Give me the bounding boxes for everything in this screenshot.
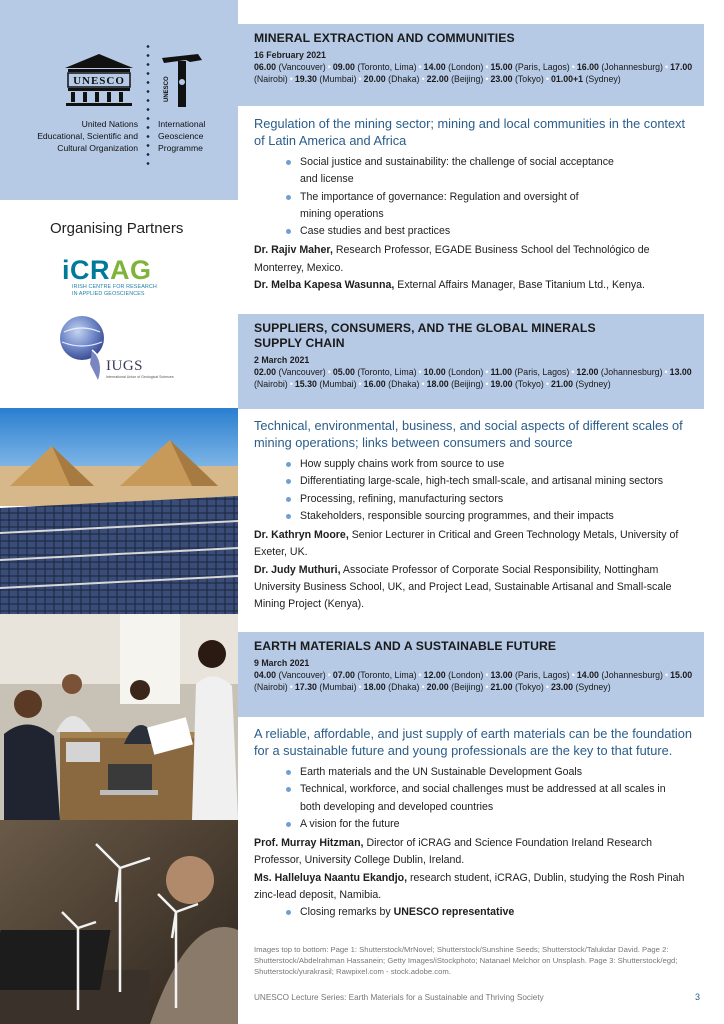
- icrag-logo-word: [62, 256, 182, 284]
- speaker-name: Prof. Murray Hitzman,: [254, 837, 364, 850]
- unesco-logo-panel: [0, 0, 238, 200]
- session-time: 15.00: [490, 62, 513, 72]
- list-item: [286, 508, 696, 525]
- session-city: (Toronto, Lima): [357, 367, 417, 377]
- list-item-text: Processing, refining, manufacturing sectors: [300, 492, 504, 505]
- session-city: (London): [448, 367, 484, 377]
- list-item-text: Case studies and best practices: [300, 225, 451, 238]
- list-item: [286, 904, 696, 921]
- time-list: [254, 61, 694, 85]
- time-separator: •: [418, 670, 422, 680]
- image-credits: Images top to bottom: Page 1: Shutterstock/MrNovel; Shutterstock/Sunshine Seeds; Shutterstock/Talukdar David. Page 2: Shutterstock/Abdelrahman Hassanein; Getty Images/iStockphoto; Natanael Melchor on Unsplash. Page 3: Shutterstock/egd; Shutterstock/yurakrasil; Rawpixel.com - stock.adobe.com.: [254, 945, 678, 976]
- closing-list: [286, 904, 696, 921]
- session-time: 22.00: [426, 74, 449, 84]
- session-time: 20.00: [426, 682, 449, 692]
- list-item-text: and license: [300, 173, 354, 186]
- section-1-header: [238, 24, 704, 106]
- session-city: (Paris, Lagos): [514, 62, 570, 72]
- session-city: (Vancouver): [278, 62, 326, 72]
- time-separator: •: [289, 74, 293, 84]
- iugs-logo: [58, 312, 188, 392]
- session-city: (Dhaka): [388, 74, 420, 84]
- icrag-logo: [62, 256, 182, 297]
- time-separator: •: [545, 682, 549, 692]
- session-time: 23.00: [490, 74, 513, 84]
- speaker-name: Dr. Kathryn Moore,: [254, 529, 349, 542]
- list-item: [286, 154, 696, 189]
- section-1-body: [238, 110, 704, 292]
- session-city: (Sydney): [575, 682, 611, 692]
- list-item: [286, 816, 696, 833]
- session-time: 21.00: [490, 682, 513, 692]
- section-lead: Regulation of the mining sector; mining and local communities in the context of Latin America and Africa: [254, 116, 686, 148]
- list-item: [286, 189, 696, 224]
- session-city: (Tokyo): [514, 74, 544, 84]
- time-separator: •: [485, 74, 489, 84]
- section-date: 9 March 2021: [254, 658, 310, 668]
- session-time: 23.00: [550, 682, 573, 692]
- time-separator: •: [545, 379, 549, 389]
- list-item: [286, 491, 696, 508]
- time-separator: •: [421, 682, 425, 692]
- list-item-text: A vision for the future: [300, 817, 400, 830]
- speaker-bio: [254, 870, 696, 905]
- time-separator: •: [545, 74, 549, 84]
- session-city: (London): [448, 62, 484, 72]
- session-time: 20.00: [363, 74, 386, 84]
- section-title-line: SUPPLIERS, CONSUMERS, AND THE GLOBAL MINERALS: [254, 321, 596, 335]
- session-time: 18.00: [426, 379, 449, 389]
- speaker-name: Dr. Judy Muthuri,: [254, 563, 341, 576]
- session-city: (Dhaka): [388, 379, 420, 389]
- partners-title: Organising Partners: [50, 220, 184, 237]
- speaker-bio: [254, 242, 696, 277]
- speaker-bio: [254, 835, 696, 870]
- speaker-affiliation: Director of iCRAG and Science Foundation Ireland Research Professor, University College Dublin, Ireland.: [254, 837, 653, 867]
- session-time: 21.00: [550, 379, 573, 389]
- time-separator: •: [421, 379, 425, 389]
- time-separator: •: [571, 367, 575, 377]
- session-time: 07.00: [332, 670, 355, 680]
- session-time: 19.00: [490, 379, 513, 389]
- time-separator: •: [664, 367, 668, 377]
- session-city: (Dhaka): [388, 682, 420, 692]
- org-right-line: International: [158, 119, 206, 129]
- time-separator: •: [418, 62, 422, 72]
- list-item: [286, 764, 696, 781]
- time-separator: •: [485, 682, 489, 692]
- session-time: 01.00+1: [550, 74, 584, 84]
- iugs-logo-sub: International Union of Geological Sciences: [106, 375, 174, 379]
- time-separator: •: [665, 62, 669, 72]
- session-time: 05.00: [332, 367, 355, 377]
- igcp-org-name: [158, 118, 238, 154]
- section-date: 2 March 2021: [254, 355, 310, 365]
- session-time: 19.30: [294, 74, 317, 84]
- section-title: MINERAL EXTRACTION AND COMMUNITIES: [254, 31, 515, 45]
- organising-partners-panel: [0, 200, 238, 408]
- session-city: (Toronto, Lima): [357, 62, 417, 72]
- session-time: 13.00: [669, 367, 692, 377]
- session-city: (Sydney): [585, 74, 621, 84]
- list-item: [286, 781, 696, 816]
- closing-text: Closing remarks by: [300, 906, 394, 919]
- session-time: 02.00: [254, 367, 277, 377]
- list-item-text: Stakeholders, responsible sourcing programmes, and their impacts: [300, 509, 614, 522]
- session-time: 15.00: [670, 670, 693, 680]
- section-title: [254, 321, 694, 351]
- session-city: (Vancouver): [278, 670, 326, 680]
- session-city: (Toronto, Lima): [357, 670, 417, 680]
- org-left-line: Educational, Scientific and: [37, 131, 138, 141]
- session-city: (London): [448, 670, 484, 680]
- session-time: 18.00: [363, 682, 386, 692]
- list-item: [286, 456, 696, 473]
- time-separator: •: [485, 670, 489, 680]
- section-lead: Technical, environmental, business, and social aspects of different scales of mining operations; links between consumers and source: [254, 418, 683, 450]
- list-item-text: mining operations: [300, 207, 384, 220]
- speaker-affiliation: Research Professor, EGADE Business School del Technológico de Monterrey, Mexico.: [254, 244, 650, 274]
- session-time: 17.00: [670, 62, 693, 72]
- org-left-line: Cultural Organization: [57, 143, 138, 153]
- list-item-text: Earth materials and the UN Sustainable Development Goals: [300, 766, 583, 778]
- speaker-bio: [254, 527, 696, 562]
- unesco-temple-logo: [62, 52, 136, 110]
- speaker-affiliation: External Affairs Manager, Base Titanium Ltd., Kenya.: [394, 279, 645, 292]
- time-separator: •: [327, 670, 331, 680]
- session-city: (Paris, Lagos): [514, 367, 570, 377]
- section-2-body: [238, 412, 704, 612]
- session-time: 16.00: [576, 62, 599, 72]
- section-date: 16 February 2021: [254, 50, 326, 60]
- session-time: 13.00: [490, 670, 513, 680]
- icrag-logo-sub: IN APPLIED GEOSCIENCES: [72, 290, 145, 297]
- photo-young-professionals: [0, 614, 238, 820]
- session-time: 14.00: [423, 62, 446, 72]
- topic-list: [286, 154, 696, 240]
- time-list: [254, 669, 694, 693]
- time-separator: •: [289, 682, 293, 692]
- session-city: (Mumbai): [319, 379, 357, 389]
- time-separator: •: [327, 62, 331, 72]
- speaker-affiliation: Senior Lecturer in Critical and Green Technology Metals, University of Exeter, UK.: [254, 529, 679, 559]
- time-separator: •: [485, 379, 489, 389]
- section-3-body: [238, 720, 704, 940]
- session-city: (Johannesburg): [601, 670, 663, 680]
- time-separator: •: [358, 682, 362, 692]
- session-city: (Sydney): [575, 379, 611, 389]
- speaker-name: Dr. Melba Kapesa Wasunna,: [254, 279, 395, 292]
- session-city: (Mumbai): [319, 682, 357, 692]
- time-separator: •: [485, 62, 489, 72]
- session-city: (Tokyo): [514, 379, 544, 389]
- session-city: (Nairobi): [254, 379, 288, 389]
- time-separator: •: [421, 74, 425, 84]
- time-separator: •: [358, 74, 362, 84]
- session-time: 10.00: [423, 367, 446, 377]
- speaker-affiliation: Associate Professor of Corporate Social Responsibility, Nottingham University Business School, UK, and Project Lead, Sustainable Artisanal and Small-scale Mining Project (Kenya).: [254, 563, 672, 611]
- list-item: [286, 473, 696, 490]
- session-city: (Tokyo): [514, 682, 544, 692]
- iugs-logo-word: IUGS: [106, 358, 144, 374]
- photo-wind-turbines: [0, 820, 238, 1024]
- time-list: [254, 366, 694, 390]
- list-item-text: Social justice and sustainability: the challenge of social acceptance: [300, 156, 614, 168]
- list-item-text: Technical, workforce, and social challenges must be addressed at all scales in: [300, 783, 666, 796]
- page-number: 3: [695, 992, 701, 1002]
- session-city: (Johannesburg): [600, 367, 663, 377]
- session-city: (Johannesburg): [601, 62, 663, 72]
- section-title: EARTH MATERIALS AND A SUSTAINABLE FUTURE: [254, 639, 557, 653]
- session-city: (Beijing): [451, 74, 484, 84]
- time-separator: •: [327, 367, 331, 377]
- icrag-logo-text: iCRAG: [62, 255, 152, 285]
- list-item-text: The importance of governance: Regulation and oversight of: [300, 190, 579, 203]
- closing-representative: UNESCO representative: [393, 906, 515, 919]
- time-separator: •: [358, 379, 362, 389]
- section-2-header: [238, 314, 704, 409]
- session-time: 16.00: [363, 379, 386, 389]
- session-time: 15.30: [294, 379, 317, 389]
- time-separator: •: [571, 670, 575, 680]
- session-city: (Nairobi): [254, 682, 288, 692]
- session-city: (Mumbai): [319, 74, 357, 84]
- igcp-logo-word: UNESCO: [164, 76, 170, 102]
- footer-series-title: UNESCO Lecture Series: Earth Materials for a Sustainable and Thriving Society: [254, 993, 544, 1002]
- icrag-logo-sub: IRISH CENTRE FOR RESEARCH: [72, 284, 157, 290]
- time-separator: •: [485, 367, 489, 377]
- speaker-name: Ms. Halleluya Naantu Ekandjo,: [254, 871, 408, 884]
- time-separator: •: [289, 379, 293, 389]
- session-city: (Beijing): [451, 379, 484, 389]
- session-time: 11.00: [490, 367, 513, 377]
- session-time: 17.30: [294, 682, 317, 692]
- unesco-org-name: [20, 118, 138, 154]
- session-time: 06.00: [254, 62, 277, 72]
- session-city: (Vancouver): [278, 367, 326, 377]
- photo-pyramids-solar: [0, 408, 238, 614]
- speaker-bio: [254, 277, 696, 294]
- time-separator: •: [418, 367, 422, 377]
- list-item: [286, 223, 696, 240]
- speaker-affiliation: research student, iCRAG, Dublin, studying the Rosh Pinah zinc-lead deposit, Namibia.: [254, 871, 685, 902]
- logo-divider: [146, 42, 150, 166]
- session-city: (Beijing): [451, 682, 484, 692]
- session-time: 04.00: [254, 670, 277, 680]
- section-3-header: [238, 632, 704, 717]
- org-left-line: United Nations: [81, 119, 138, 129]
- section-title-line: SUPPLY CHAIN: [254, 336, 345, 350]
- org-right-line: Programme: [158, 143, 203, 153]
- time-separator: •: [571, 62, 575, 72]
- speaker-name: Dr. Rajiv Maher,: [254, 244, 333, 257]
- session-city: (Paris, Lagos): [514, 670, 570, 680]
- session-time: 12.00: [576, 367, 599, 377]
- session-time: 14.00: [576, 670, 599, 680]
- speaker-bio: [254, 562, 696, 614]
- session-time: 12.00: [423, 670, 446, 680]
- list-item-text: both developing and developed countries: [300, 800, 494, 813]
- topic-list: [286, 456, 696, 525]
- session-city: (Nairobi): [254, 74, 288, 84]
- time-separator: •: [665, 670, 669, 680]
- list-item-text: How supply chains work from source to use: [300, 458, 505, 470]
- igcp-hammer-logo: [156, 52, 216, 112]
- org-right-line: Geoscience: [158, 131, 204, 141]
- unesco-logo-word: UNESCO: [73, 75, 125, 87]
- topic-list: [286, 764, 696, 833]
- session-time: 09.00: [332, 62, 355, 72]
- list-item-text: Differentiating large-scale, high-tech small-scale, and artisanal mining sectors: [300, 475, 664, 488]
- section-lead: A reliable, affordable, and just supply of earth materials can be the foundation for a sustainable future and young professionals are the key to that future.: [254, 726, 692, 758]
